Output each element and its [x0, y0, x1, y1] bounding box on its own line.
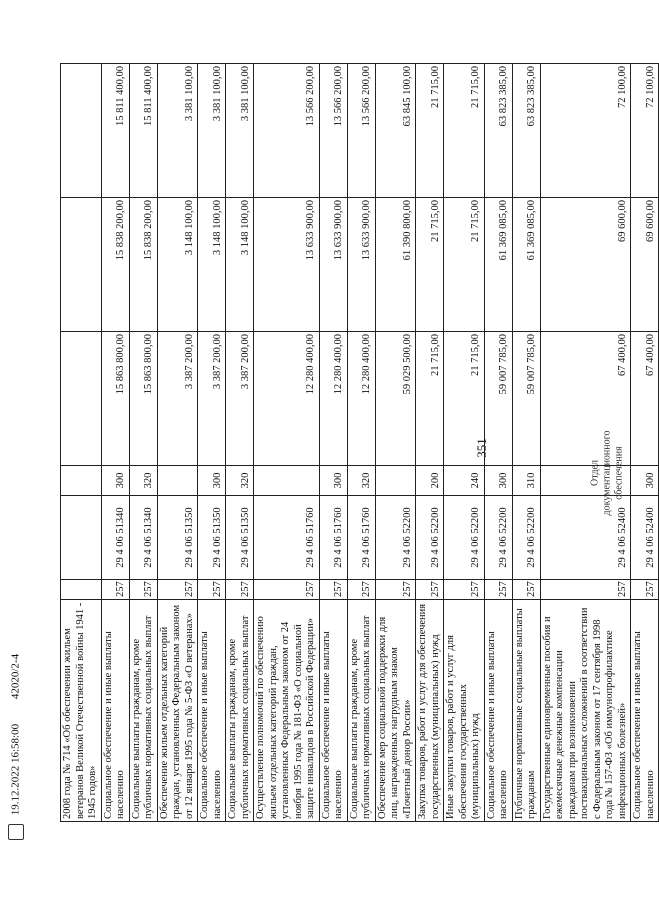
document-icon — [8, 824, 24, 840]
row-code-cell: 257 — [101, 580, 129, 600]
row-amount-year2-cell: 13 633 900,00 — [319, 198, 347, 332]
row-expense-type-cell — [254, 466, 320, 496]
row-code-cell: 257 — [540, 580, 631, 600]
row-code-cell: 257 — [631, 580, 659, 600]
row-target-article-cell: 29 4 06 52200 — [416, 496, 444, 580]
row-expense-type-cell: 300 — [101, 466, 129, 496]
row-amount-year3-cell: 72 100,00 — [540, 64, 631, 198]
row-expense-type-cell: 240 — [444, 466, 485, 496]
page-number: 351 — [473, 438, 489, 458]
page-footer — [8, 420, 88, 840]
row-amount-year2-cell: 69 600,00 — [540, 198, 631, 332]
row-amount-year3-cell: 21 715,00 — [416, 64, 444, 198]
row-amount-year3-cell: 63 823 385,00 — [512, 64, 540, 198]
row-expense-type-cell: 300 — [484, 466, 512, 496]
row-amount-year2-cell — [61, 198, 102, 332]
row-code-cell: 257 — [319, 580, 347, 600]
row-code-cell: 257 — [444, 580, 485, 600]
row-name-cell: Социальные выплаты гражданам, кроме публичных нормативных социальных выплат — [129, 600, 157, 822]
row-name-cell: Социальное обеспечение и иные выплаты населению — [198, 600, 226, 822]
table-row — [226, 64, 254, 822]
stamp-line-1: Отдел документационного — [589, 430, 613, 516]
row-name-cell: Социальные выплаты гражданам, кроме публичных нормативных социальных выплат — [226, 600, 254, 822]
row-target-article-cell: 29 4 06 52200 — [484, 496, 512, 580]
row-target-article-cell: 29 4 06 52200 — [444, 496, 485, 580]
row-name-cell: Государственные единовременные пособия и ежемесячные денежные компенсации гражданам при возникновении поствакцинальных осложнений в соответствии с Федеральным законом от 17 сентября 1998 года № 157-ФЗ «Об иммунопрофилактике инфекционных болезней» — [540, 600, 631, 822]
row-code-cell: 257 — [375, 580, 416, 600]
row-expense-type-cell: 320 — [129, 466, 157, 496]
row-target-article-cell: 29 4 06 51760 — [254, 496, 320, 580]
row-expense-type-cell: 300 — [631, 466, 659, 496]
row-code-cell: 257 — [347, 580, 375, 600]
table-row — [416, 64, 444, 822]
row-expense-type-cell — [375, 466, 416, 496]
row-target-article-cell: 29 4 06 52400 — [540, 496, 631, 580]
table-row — [157, 64, 198, 822]
row-amount-year1-cell: 15 863 800,00 — [101, 332, 129, 466]
row-amount-year2-cell: 3 148 100,00 — [226, 198, 254, 332]
row-amount-year2-cell: 3 148 100,00 — [157, 198, 198, 332]
table-row — [254, 64, 320, 822]
row-amount-year3-cell: 13 566 200,00 — [319, 64, 347, 198]
row-code-cell: 257 — [254, 580, 320, 600]
table-row — [319, 64, 347, 822]
row-amount-year2-cell: 21 715,00 — [416, 198, 444, 332]
table-row — [347, 64, 375, 822]
footer-doc-id: 42020/2-4 — [9, 653, 22, 700]
row-amount-year1-cell: 21 715,00 — [444, 332, 485, 466]
row-target-article-cell: 29 4 06 51350 — [157, 496, 198, 580]
row-amount-year2-cell: 61 369 085,00 — [484, 198, 512, 332]
row-amount-year1-cell: 67 400,00 — [631, 332, 659, 466]
row-amount-year1-cell: 12 280 400,00 — [319, 332, 347, 466]
row-amount-year2-cell: 21 715,00 — [444, 198, 485, 332]
row-target-article-cell: 29 4 06 52400 — [631, 496, 659, 580]
row-name-cell: Закупка товаров, работ и услуг для обеспечения государственных (муниципальных) нужд — [416, 600, 444, 822]
row-amount-year3-cell — [61, 64, 102, 198]
row-amount-year3-cell: 21 715,00 — [444, 64, 485, 198]
row-code-cell: 257 — [416, 580, 444, 600]
row-amount-year3-cell: 3 381 100,00 — [226, 64, 254, 198]
row-amount-year2-cell: 61 369 085,00 — [512, 198, 540, 332]
row-amount-year1-cell: 3 387 200,00 — [226, 332, 254, 466]
row-amount-year1-cell: 59 007 785,00 — [512, 332, 540, 466]
row-name-cell: Социальное обеспечение и иные выплаты населению — [484, 600, 512, 822]
table-row — [512, 64, 540, 822]
row-code-cell: 257 — [129, 580, 157, 600]
row-amount-year1-cell: 59 007 785,00 — [484, 332, 512, 466]
row-amount-year2-cell: 15 838 200,00 — [129, 198, 157, 332]
row-amount-year2-cell: 13 633 900,00 — [347, 198, 375, 332]
row-name-cell: Социальное обеспечение и иные выплаты населению — [319, 600, 347, 822]
row-expense-type-cell: 320 — [226, 466, 254, 496]
table-row — [129, 64, 157, 822]
row-amount-year3-cell: 72 100,00 — [631, 64, 659, 198]
budget-table — [60, 63, 659, 822]
table-row — [631, 64, 659, 822]
row-amount-year2-cell: 15 838 200,00 — [101, 198, 129, 332]
row-expense-type-cell: 300 — [198, 466, 226, 496]
row-target-article-cell: 29 4 06 51760 — [319, 496, 347, 580]
row-amount-year1-cell: 12 280 400,00 — [347, 332, 375, 466]
row-amount-year3-cell: 3 381 100,00 — [157, 64, 198, 198]
row-target-article-cell: 29 4 06 52200 — [375, 496, 416, 580]
row-amount-year2-cell: 69 600,00 — [631, 198, 659, 332]
row-amount-year3-cell: 13 566 200,00 — [347, 64, 375, 198]
row-code-cell: 257 — [484, 580, 512, 600]
row-name-cell: 2008 года № 714 «Об обеспечении жильем ветеранов Великой Отечественной войны 1941 - 1945 годов» — [61, 600, 102, 822]
row-target-article-cell: 29 4 06 51350 — [198, 496, 226, 580]
row-target-article-cell: 29 4 06 51340 — [101, 496, 129, 580]
row-amount-year3-cell: 15 811 400,00 — [101, 64, 129, 198]
row-expense-type-cell — [157, 466, 198, 496]
department-stamp — [589, 431, 625, 516]
row-name-cell: Социальные выплаты гражданам, кроме публичных нормативных социальных выплат — [347, 600, 375, 822]
row-target-article-cell: 29 4 06 51760 — [347, 496, 375, 580]
row-code-cell: 257 — [512, 580, 540, 600]
row-expense-type-cell: 300 — [319, 466, 347, 496]
row-amount-year1-cell: 59 029 500,00 — [375, 332, 416, 466]
row-target-article-cell: 29 4 06 51350 — [226, 496, 254, 580]
table-row — [198, 64, 226, 822]
row-name-cell: Обеспечение жильем отдельных категорий граждан, установленных Федеральным законом от 12 января 1995 года № 5-ФЗ «О ветеранах» — [157, 600, 198, 822]
row-name-cell: Иные закупки товаров, работ и услуг для обеспечения государственных (муниципальных) нужд — [444, 600, 485, 822]
row-amount-year1-cell: 67 400,00 — [540, 332, 631, 466]
row-amount-year3-cell: 63 845 100,00 — [375, 64, 416, 198]
row-amount-year3-cell: 15 811 400,00 — [129, 64, 157, 198]
row-amount-year1-cell: 12 280 400,00 — [254, 332, 320, 466]
row-target-article-cell: 29 4 06 52200 — [512, 496, 540, 580]
table-row — [375, 64, 416, 822]
row-amount-year1-cell: 21 715,00 — [416, 332, 444, 466]
row-name-cell: Социальное обеспечение и иные выплаты населению — [631, 600, 659, 822]
row-code-cell: 257 — [198, 580, 226, 600]
row-amount-year1-cell: 15 863 800,00 — [129, 332, 157, 466]
row-amount-year2-cell: 3 148 100,00 — [198, 198, 226, 332]
row-amount-year2-cell: 13 633 900,00 — [254, 198, 320, 332]
row-amount-year3-cell: 3 381 100,00 — [198, 64, 226, 198]
row-name-cell: Социальное обеспечение и иные выплаты населению — [101, 600, 129, 822]
row-amount-year1-cell: 3 387 200,00 — [157, 332, 198, 466]
table-row — [484, 64, 512, 822]
row-amount-year2-cell: 61 390 800,00 — [375, 198, 416, 332]
table-row — [444, 64, 485, 822]
table-body — [61, 64, 659, 822]
row-amount-year1-cell: 3 387 200,00 — [198, 332, 226, 466]
row-amount-year3-cell: 63 823 385,00 — [484, 64, 512, 198]
row-expense-type-cell: 200 — [416, 466, 444, 496]
row-code-cell: 257 — [226, 580, 254, 600]
row-name-cell: Обеспечение мер социальной поддержки для лиц, награжденных нагрудным знаком «Почетный донор России» — [375, 600, 416, 822]
table-row — [101, 64, 129, 822]
stamp-line-2: обеспечения — [613, 446, 625, 500]
row-name-cell: Осуществление полномочий по обеспечению жильем отдельных категорий граждан, установленных Федеральным законом от 24 ноября 1995 года № 181-ФЗ «О социальной защите инвалидов в Российской Федерации» — [254, 600, 320, 822]
row-expense-type-cell: 320 — [347, 466, 375, 496]
row-expense-type-cell: 310 — [512, 466, 540, 496]
row-code-cell: 257 — [157, 580, 198, 600]
row-amount-year3-cell: 13 566 200,00 — [254, 64, 320, 198]
footer-datetime: 19.12.2022 16:58:00 — [9, 723, 22, 816]
row-name-cell: Публичные нормативные социальные выплаты гражданам — [512, 600, 540, 822]
row-target-article-cell: 29 4 06 51340 — [129, 496, 157, 580]
